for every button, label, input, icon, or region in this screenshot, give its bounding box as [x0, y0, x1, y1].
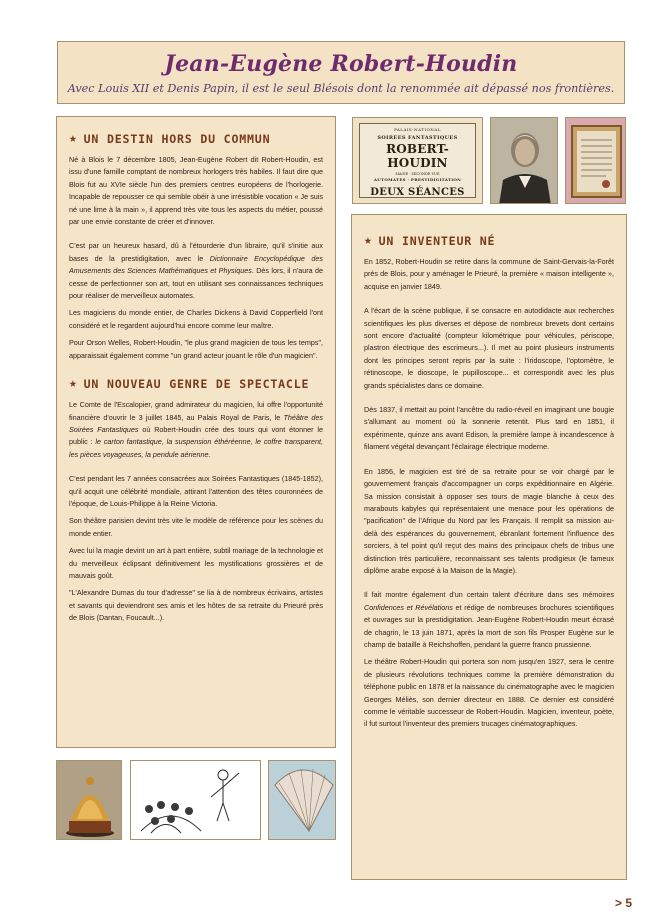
portrait-drawing — [491, 118, 558, 204]
right-column — [351, 214, 627, 880]
magician-drawing — [131, 761, 261, 840]
left-column — [56, 116, 336, 748]
paragraph: Né à Blois le 7 décembre 1805, Jean-Eugène Robert dit Robert-Houdin, est issu d'une famille comptant de nombreux horlogers très habiles. Il faut dire que Blois fut au XVIe siècle l'un des premiers centres européens de l'horlogerie. Incapable de repousser ce qui semble obéir à une irrésistible vocation « Je suis né une lime à la main », il apprend très vite tous les aspects du métier, poussé par une envie constante de créer et d'innover. — [69, 155, 323, 227]
page-subtitle: Avec Louis XII et Denis Papin, il est le seul Blésois dont la renommée ait dépassé nos frontières. — [67, 82, 615, 95]
illustration-image — [130, 760, 261, 840]
paragraph: Dès 1837, il mettait au point l'ancêtre du radio-réveil en imaginant une bougie s'allumant au moment où la sonnerie retentit. Plus tard en 1851, il expérimente, quinze ans avant Edison, la première lampe à incandescence à filament végétal devançant l'éclairage électrique moderne. — [364, 405, 614, 452]
page-title: Jean-Eugène Robert-Houdin — [164, 51, 518, 77]
diploma-image — [565, 117, 626, 204]
page-number: > 5 — [614, 896, 632, 910]
paragraph: Son théâtre parisien devint très vite le modèle de référence pour les scènes du monde entier. — [69, 516, 323, 538]
page-header — [57, 41, 625, 104]
paragraph: A l'écart de la scène publique, il se consacre en autodidacte aux recherches scientifiques les plus diverses et dépose de nombreux brevets dont certains sont encore d'actualité (compteur kilométrique pour véhicules, périscope, plastron électrique des escrimeurs...). Il met au point plusieurs instruments dont les principes seront repris par la suite : l'iridoscope, l'optomètre, le rétinoscope, le dioscope, le pupilloscope... et correspondit avec les plus grands spécialistes dans ce domaine. — [364, 306, 614, 390]
poster-line: PALAIS-NATIONAL — [394, 127, 441, 132]
paragraph: En 1856, le magicien est tiré de sa retraite pour se voir chargé par le gouvernement français d'accompagner un corps expéditionnaire en Algérie. Sa mission consistait à opposer ses tours de magie blanche à ceux des marabouts kabyles qui représentaient une menace pour les opérations de "pacification" de l'Afrique du Nord par les Français. Il remplit sa mission au-delà des espérances du gouvernement, ébranlant fortement l'influence des sorciers, à tel point qu'il reçut des mains des principaux chefs de tribus une distinction très particulière, reconnaissant ses talents prodigieux (le fameux diplôme arabe exposé à la Maison de la Magie). — [364, 466, 614, 575]
poster-line: ROBERT-HOUDIN — [386, 142, 449, 170]
paragraph: Le théâtre Robert-Houdin qui portera son nom jusqu'en 1927, sera le centre de plusieurs révolutions techniques comme la première démonstration du téléphone public en 1878 et la naissance du cinématographe avec le magicien Georges Méliès, son dernier directeur en 1888. Ce dernier est considéré comme le véritable successeur de Robert-Houdin. Magicien, inventeur, poète, il fut surtout l'inventeur des premiers trucages cinématographiques. — [364, 657, 614, 729]
paragraph: "L'Alexandre Dumas du tour d'adresse" se lia à de nombreux écrivains, artistes et savants qui deviendront ses amis et les hôtes de sa retraite du Prieuré près de Blois (Dantan, Foucault...). — [69, 588, 323, 623]
paragraph: Avec lui la magie devint un art à part entière, subtil mariage de la technologie et du merveilleux éclipsant définitivement les mystifications grossières et de mauvais goût. — [69, 546, 323, 580]
star-icon: ★ — [364, 233, 373, 248]
section-title-text: UN INVENTEUR NÉ — [378, 233, 496, 248]
paragraph: C'est par un heureux hasard, dû à l'étourderie d'un libraire, qu'il s'initie aux bases de la prestidigitation, avec le Dictionnaire Encyclopédique des Amusements des Sciences Mathématiques et Physiques. Dès lors, il n'aura de cesse de perfectionner son art, tout en utilisant ses connaissances techniques pour réaliser de merveilleux automates. — [69, 241, 323, 301]
poster-print — [359, 123, 476, 198]
section-title-text: UN DESTIN HORS DU COMMUN — [83, 131, 271, 146]
poster-line: MAGIE · SECONDE VUE — [395, 172, 440, 176]
section-title-spectacle — [69, 376, 323, 391]
paragraph: Pour Orson Welles, Robert-Houdin, "le plus grand magicien de tous les temps", apparaissait également comme "un grand acteur jouant le rôle d'un magicien". — [69, 338, 323, 360]
poster-image — [352, 117, 483, 204]
automaton-image — [56, 760, 122, 840]
paragraph: En 1852, Robert-Houdin se retire dans la commune de Saint-Gervais-la-Forêt près de Blois, pour y aménager le Prieuré, la première « maison intelligente », acquise en janvier 1849. — [364, 257, 614, 291]
star-icon: ★ — [69, 131, 78, 146]
diploma-drawing — [566, 118, 626, 204]
paragraph: Il fait montre également d'un certain talent d'écriture dans ses mémoires Confidences et Révélations et rédige de nombreuses brochures scientifiques et ouvrages sur la prestidigitation. Jean-Eugène Robert-Houdin meurt écrasé de chagrin, le 13 juin 1871, après la mort de son fils Prosper Eugène sur le champ de bataille à Reichshoffen, pendant la guerre franco prussienne. — [364, 590, 614, 649]
paragraph: C'est pendant les 7 années consacrées aux Soirées Fantastiques (1845-1852), qu'il acquit une célébrité mondiale, attirant l'attention des têtes couronnées de l'époque, de Louis-Philippe à la Reine Victoria. — [69, 474, 323, 508]
section-title-destin — [69, 131, 323, 146]
fan-drawing — [269, 761, 336, 840]
star-icon: ★ — [69, 376, 78, 392]
poster-line: AUTOMATES · PRESTIDIGITATION — [373, 177, 462, 182]
poster-line: DEUX SÉANCES — [370, 187, 465, 198]
portrait-image — [490, 117, 558, 204]
automaton-drawing — [57, 761, 122, 840]
poster-line: SOIRÉES FANTASTIQUES — [377, 135, 458, 141]
fan-image — [268, 760, 336, 840]
section-title-inventeur — [364, 233, 614, 248]
paragraph: Les magiciens du monde entier, de Charles Dickens à David Copperfield l'ont considéré et le regardent aujourd'hui encore comme leur maître. — [69, 308, 323, 330]
paragraph: Le Comte de l'Escalopier, grand admirateur du magicien, lui offre l'opportunité financière d'ouvrir le 3 juillet 1845, au Palais Royal de Paris, le Théâtre des Soirées Fantastiques où Robert-Houdin crée des tours qui vont étonner le public : le carton fantastique, la suspension éthéréenne, le coffre transparent, les pièces voyageuses, la pendule aérienne. — [69, 400, 324, 459]
section-title-text: UN NOUVEAU GENRE DE SPECTACLE — [83, 376, 310, 391]
